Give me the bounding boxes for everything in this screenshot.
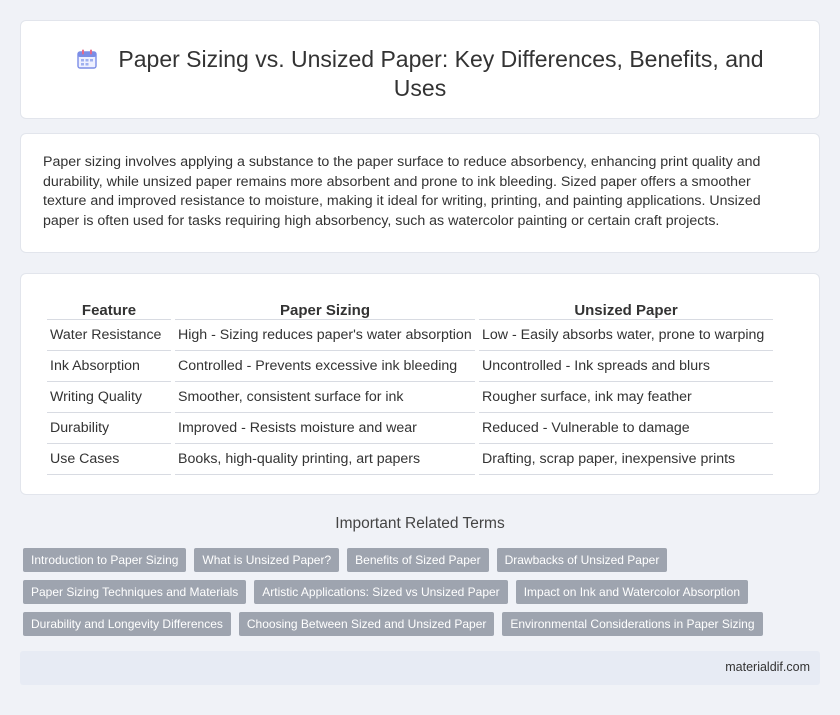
related-tag-link[interactable]: Benefits of Sized Paper [347,548,488,572]
table-cell: Uncontrolled - Ink spreads and blurs [479,351,773,382]
related-tag-link[interactable]: Choosing Between Sized and Unsized Paper [239,612,494,636]
table-cell: Water Resistance [47,320,171,351]
table-cell: Reduced - Vulnerable to damage [479,413,773,444]
header-card [20,20,820,119]
comparison-card [20,273,820,495]
page-title-wrap [61,45,779,103]
table-cell: Writing Quality [47,382,171,413]
related-tag-link[interactable]: Environmental Considerations in Paper Sizing [502,612,762,636]
tag-row [23,580,823,604]
footer-site-link[interactable]: materialdif.com [725,660,810,674]
related-tag-link[interactable]: Artistic Applications: Sized vs Unsized Paper [254,580,507,604]
related-tag-link[interactable]: Introduction to Paper Sizing [23,548,186,572]
tag-row [23,548,823,572]
table-cell: Controlled - Prevents excessive ink bleeding [175,351,475,382]
table-cell: High - Sizing reduces paper's water absorption [175,320,475,351]
intro-paragraph: Paper sizing involves applying a substance to the paper surface to reduce absorbency, enhancing print quality and durability, while unsized paper remains more absorbent and prone to ink bleeding. Sized paper offers a smoother texture and improved resistance to moisture, making it ideal for writing, printing, and painting applications. Unsized paper is often used for tasks requiring high absorbency, such as watercolor painting or certain craft projects. [43,154,761,229]
table-cell: Improved - Resists moisture and wear [175,413,475,444]
table-cell: Rougher surface, ink may feather [479,382,773,413]
related-tags [23,548,823,644]
header-paper-sizing: Paper Sizing [175,294,475,320]
footer [20,651,820,685]
tag-row [23,612,823,636]
header-unsized-paper: Unsized Paper [479,294,773,320]
table-cell: Low - Easily absorbs water, prone to warping [479,320,773,351]
table-row [47,320,773,351]
related-tag-link[interactable]: Impact on Ink and Watercolor Absorption [516,580,748,604]
related-terms-heading: Important Related Terms [335,515,505,532]
table-cell: Books, high-quality printing, art papers [175,444,475,475]
table-row [47,413,773,444]
related-tag-link[interactable]: Drawbacks of Unsized Paper [497,548,668,572]
table-cell: Drafting, scrap paper, inexpensive prints [479,444,773,475]
calendar-icon [76,48,98,70]
table-row [47,382,773,413]
related-tag-link[interactable]: What is Unsized Paper? [194,548,339,572]
table-cell: Use Cases [47,444,171,475]
comparison-table [43,294,777,475]
table-cell: Smoother, consistent surface for ink [175,382,475,413]
table-cell: Durability [47,413,171,444]
header-feature: Feature [47,294,171,320]
table-row [47,444,773,475]
related-tag-link[interactable]: Durability and Longevity Differences [23,612,231,636]
table-header-row [47,294,773,320]
table-cell: Ink Absorption [47,351,171,382]
related-tag-link[interactable]: Paper Sizing Techniques and Materials [23,580,246,604]
page-title: Paper Sizing vs. Unsized Paper: Key Differences, Benefits, and Uses [118,46,764,101]
table-row [47,351,773,382]
intro-card [20,133,820,253]
